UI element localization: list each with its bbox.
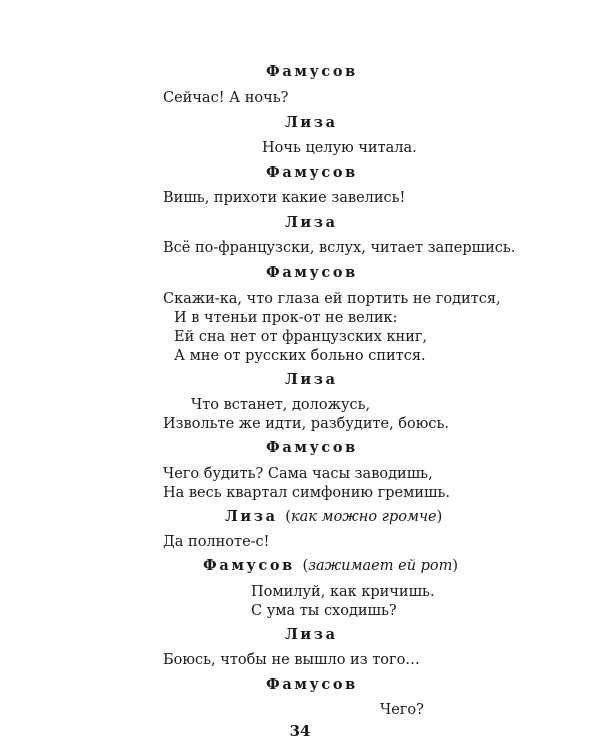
dialogue-line: Чего? [380,702,424,718]
speaker-liza: Лиза [285,626,338,643]
speaker-famusov: Фамусов [266,63,358,80]
dialogue-line: Ночь целую читала. [262,140,417,156]
speaker-name: Фамусов [203,557,295,574]
stage-direction: зажимает ей рот [308,558,453,574]
dialogue-line: На весь квартал симфонию гремишь. [163,485,450,501]
speaker-famusov-with-direction: Фамусов (зажимает ей рот) [203,557,459,574]
dialogue-line: Скажи-ка, что глаза ей портить не годится, [163,291,501,307]
speaker-liza: Лиза [285,114,338,131]
speaker-liza-with-direction: Лиза (как можно громче) [225,508,443,525]
dialogue-line: С ума ты сходишь? [251,603,397,619]
speaker-famusov: Фамусов [266,676,358,693]
dialogue-line: Всё по-французски, вслух, читает запершись. [163,240,516,256]
dialogue-line: Боюсь, чтобы не вышло из того… [163,652,420,668]
dialogue-line: Да полноте-с! [163,534,270,550]
dialogue-line: Сейчас! А ночь? [163,90,289,106]
page-number: 34 [289,722,311,740]
dialogue-line: Извольте же идти, разбудите, боюсь. [163,416,450,432]
dialogue-line: Помилуй, как кричишь. [251,584,435,600]
speaker-famusov: Фамусов [266,164,358,181]
speaker-famusov: Фамусов [266,439,358,456]
dialogue-line: А мне от русских больно спится. [174,348,426,364]
speaker-liza: Лиза [285,371,338,388]
speaker-famusov: Фамусов [266,264,358,281]
speaker-name: Лиза [225,508,278,525]
dialogue-line: И в чтеньи прок-от не велик: [174,310,398,326]
speaker-liza: Лиза [285,214,338,231]
dialogue-line: Чего будить? Сама часы заводишь, [163,466,433,482]
dialogue-line: Ей сна нет от французских книг, [174,329,428,345]
stage-direction: как можно громче [290,509,437,525]
dialogue-line: Вишь, прихоти какие завелись! [163,190,406,206]
dialogue-line: Что встанет, доложусь, [191,397,371,413]
